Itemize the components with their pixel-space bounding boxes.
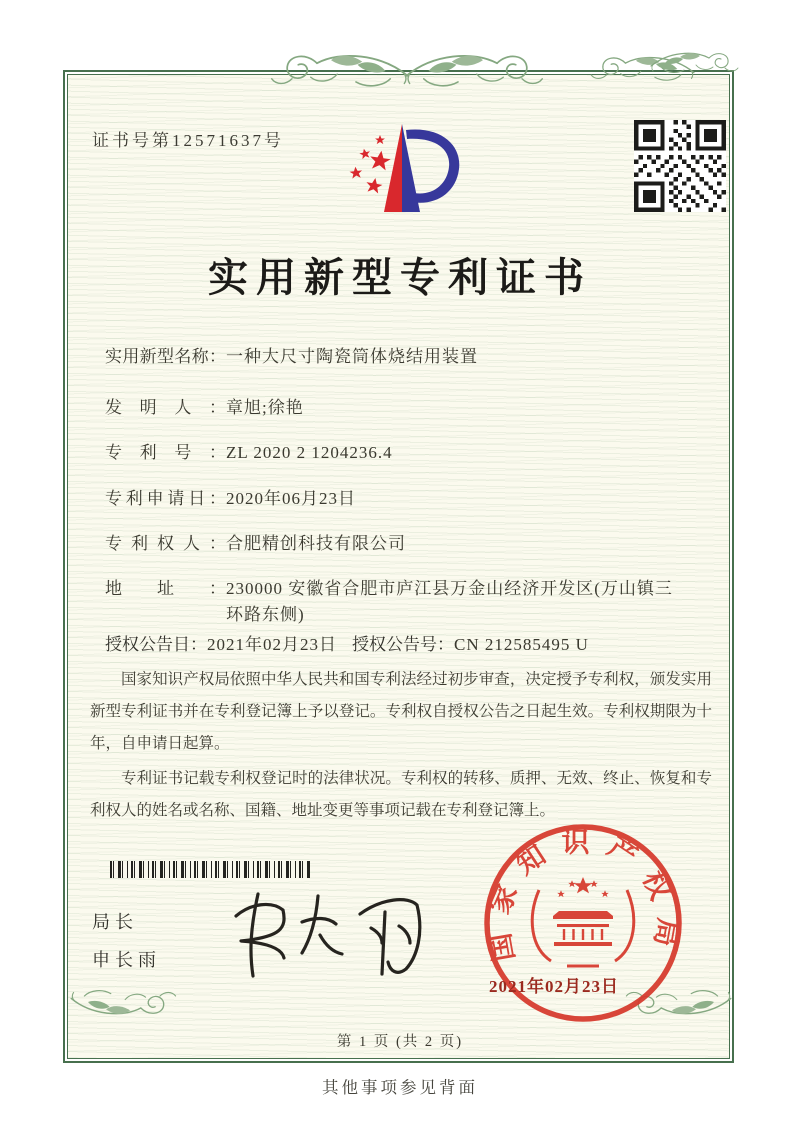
grant-date-value: 2021年02月23日 xyxy=(207,635,337,654)
grant-no-value: CN 212585495 U xyxy=(454,635,589,654)
field-value: 合肥精创科技有限公司 xyxy=(226,534,406,553)
field-label: 发明人： xyxy=(105,398,226,417)
field-patentee xyxy=(105,531,705,557)
certificate-title: 实用新型专利证书 xyxy=(208,255,592,300)
national-ipa-seal-icon xyxy=(473,822,693,1028)
barcode-icon xyxy=(110,861,310,878)
field-value: 2020年06月23日 xyxy=(226,489,356,508)
field-label: 专利权人： xyxy=(105,534,226,553)
qr-code-icon xyxy=(634,120,726,212)
grant-no-label: 授权公告号： xyxy=(352,635,454,654)
field-value: ZL 2020 2 1204236.4 xyxy=(226,443,393,462)
seal-date: 2021年02月23日 xyxy=(489,977,619,996)
director-name: 申长雨 xyxy=(92,950,161,970)
legal-paragraph-2: 专利证书记载专利权登记时的法律状况。专利权的转移、质押、无效、终止、恢复和专利权人的姓名或名称、国籍、地址变更等事项记载在专利登记簿上。 xyxy=(90,770,712,819)
field-filing-date xyxy=(105,486,705,512)
field-label: 地址： xyxy=(105,579,226,598)
field-grant-row xyxy=(105,632,705,658)
field-patent-number xyxy=(105,440,705,466)
field-address xyxy=(105,576,705,628)
grant-date-label: 授权公告日： xyxy=(105,635,207,654)
field-label: 专利号： xyxy=(105,443,226,462)
legal-text xyxy=(90,664,712,830)
cnipa-logo-icon xyxy=(338,112,470,230)
certificate-number: 证书号第12571637号 xyxy=(92,131,284,150)
seal-agency-text: 国家知识产权局 xyxy=(482,827,684,964)
field-value: 230000 安徽省合肥市庐江县万金山经济开发区(万山镇三环路东侧) xyxy=(226,579,673,624)
field-invention-name xyxy=(105,344,705,370)
field-label: 专利申请日： xyxy=(105,489,226,508)
field-value: 一种大尺寸陶瓷筒体烧结用装置 xyxy=(226,347,478,366)
director-title: 局长 xyxy=(92,912,138,932)
page-number: 第 1 页 (共 2 页) xyxy=(336,1034,464,1050)
legal-paragraph-1: 国家知识产权局依照中华人民共和国专利法经过初步审查，决定授予专利权，颁发实用新型专利证书并在专利登记簿上予以登记。专利权自授权公告之日起生效。专利权期限为十年，自申请日起算。 xyxy=(90,671,712,752)
director-signature-icon xyxy=(222,880,427,982)
field-inventors xyxy=(105,395,705,421)
field-label: 实用新型名称： xyxy=(105,347,226,366)
back-side-note: 其他事项参见背面 xyxy=(322,1078,478,1097)
field-value: 章旭;徐艳 xyxy=(226,398,304,417)
